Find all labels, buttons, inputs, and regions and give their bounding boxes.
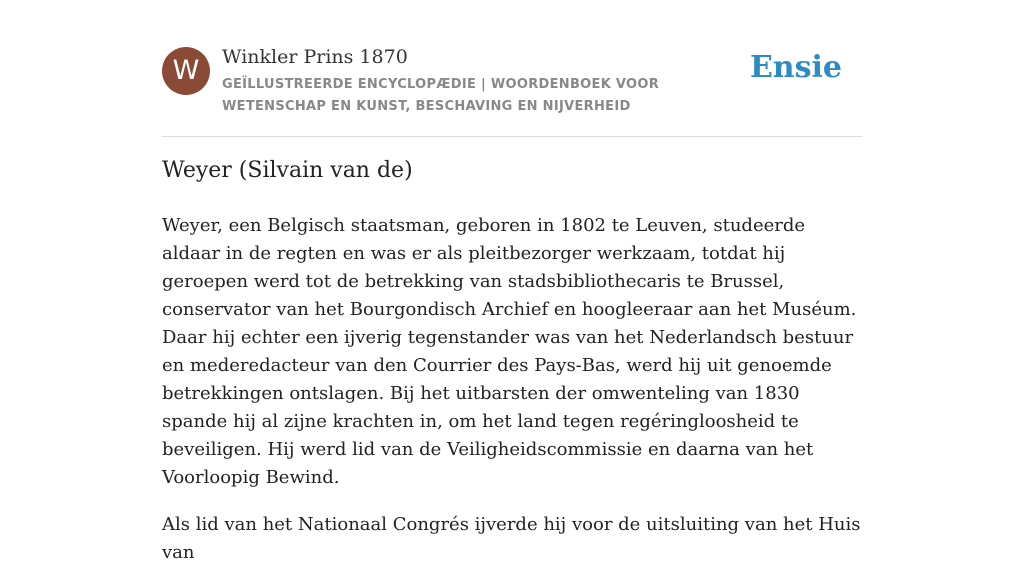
article-title: Weyer (Silvain van de) <box>162 158 413 183</box>
article-paragraph: Als lid van het Nationaal Congrés ijverde hij voor de uitsluiting van het Huis van <box>162 514 861 563</box>
article-body <box>162 212 862 586</box>
source-avatar[interactable]: W <box>162 47 210 95</box>
ensie-logo-link[interactable]: Ensie <box>749 50 842 85</box>
source-subtitle: GEÏLLUSTREERDE ENCYCLOPÆDIE | WOORDENBOEK VOOR WETENSCHAP EN KUNST, BESCHAVING EN NIJVERHEID <box>222 77 660 114</box>
entry-header <box>162 44 862 137</box>
source-title[interactable]: Winkler Prins 1870 <box>222 46 408 68</box>
article-paragraph: Weyer, een Belgisch staatsman, geboren in 1802 te Leuven, studeerde aldaar in de regten en was er als pleitbezorger werkzaam, totdat hij geroepen werd tot de betrekking van stadsbibliothecaris te Brussel, conservator van het Bourgondisch Archief en hoogleeraar aan het Muséum. Daar hij echter een ijverig tegenstander was van het Nederlandsch bestuur en mederedacteur van den Courrier des Pays-Bas, werd hij uit genoemde betrekkingen ontslagen. Bij het uitbarsten der omwenteling van 1830 spande hij al zijne krachten in, om het land tegen regéringloosheid te beveiligen. Hij werd lid van de Veiligheidscommissie en daarna van het Voorloopig Bewind. <box>162 215 857 488</box>
